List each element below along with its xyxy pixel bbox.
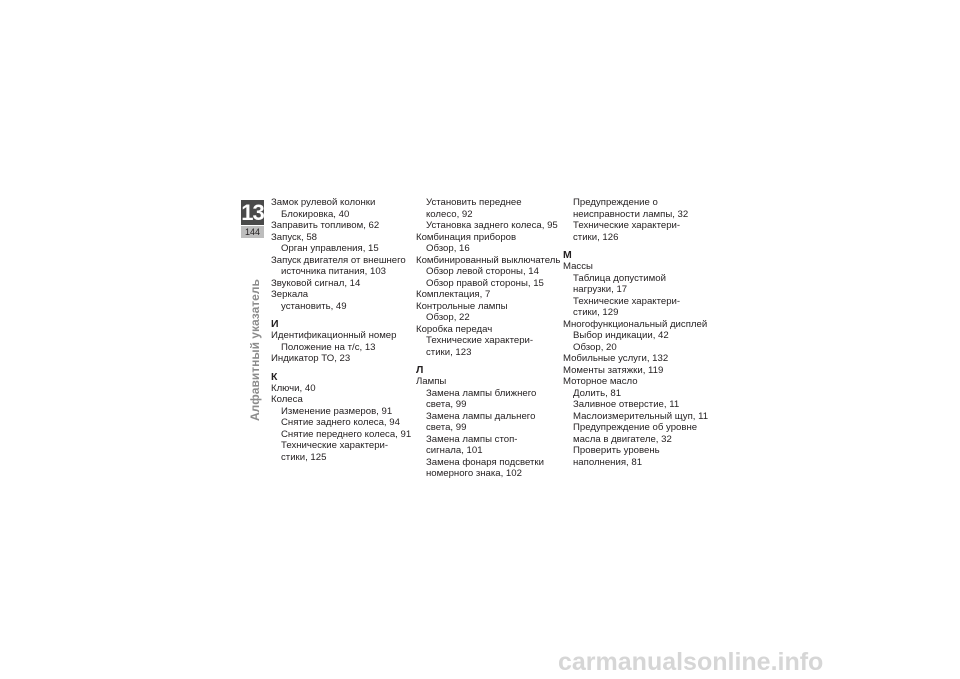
index-subentry: Положение на т/с, 13 <box>281 341 376 353</box>
index-subentry: Маслоизмерительный щуп, 11 <box>573 410 709 422</box>
index-entry: Зеркала <box>271 289 309 300</box>
chapter-number: 13 <box>241 200 264 225</box>
index-subentry: источника питания, 103 <box>281 266 386 277</box>
index-letter-heading: М <box>563 249 572 261</box>
index-subentry: Орган управления, 15 <box>281 243 379 254</box>
index-subentry: Установить переднее <box>426 197 522 208</box>
index-subentry: Обзор, 22 <box>426 312 470 323</box>
index-subentry: наполнения, 81 <box>573 456 643 468</box>
index-subentry: сигнала, 101 <box>426 445 483 456</box>
index-entry: Ключи, 40 <box>271 382 316 394</box>
index-letter-heading: И <box>271 318 279 330</box>
chapter-tab <box>241 200 264 239</box>
index-subentry: Технические характери- <box>426 335 534 346</box>
index-subentry: Обзор правой стороны, 15 <box>426 277 544 289</box>
index-subentry: номерного знака, 102 <box>426 468 522 479</box>
index-entry: Звуковой сигнал, 14 <box>271 277 361 289</box>
index-subentry: Технические характери- <box>573 295 681 307</box>
index-entry: Контрольные лампы <box>416 300 508 312</box>
index-entry: Идентификационный номер <box>271 330 397 341</box>
index-subentry: стики, 123 <box>426 346 472 358</box>
index-subentry: Замена лампы стоп- <box>426 433 518 445</box>
index-column-2 <box>416 197 566 480</box>
index-subentry: Установка заднего колеса, 95 <box>426 220 558 231</box>
index-subentry: Выбор индикации, 42 <box>573 330 669 341</box>
index-entry: Комплектация, 7 <box>416 289 491 300</box>
index-entry: Запуск двигателя от внешнего <box>271 254 406 266</box>
index-subentry: стики, 125 <box>281 451 327 463</box>
index-subentry: Замена лампы ближнего <box>426 387 537 399</box>
index-entry: Массы <box>563 261 593 272</box>
index-subentry: Блокировка, 40 <box>281 208 350 220</box>
index-subentry: Предупреждение о <box>573 197 658 208</box>
index-letter-heading: К <box>271 370 278 383</box>
index-entry: Моторное масло <box>563 376 638 387</box>
side-section-title: Алфавитный указатель <box>248 279 262 421</box>
index-subentry: Технические характери- <box>573 220 681 231</box>
index-entry: Комбинированный выключатель <box>416 254 561 266</box>
index-subentry: Предупреждение об уровне <box>573 422 698 433</box>
watermark-text: carmanualsonline.info <box>558 648 824 676</box>
index-subentry: стики, 129 <box>573 307 619 318</box>
index-entry: Лампы <box>416 376 447 387</box>
index-entry: Многофункциональный дисплей <box>563 318 708 330</box>
index-entry: Индикатор ТО, 23 <box>271 353 351 364</box>
index-subentry: колесо, 92 <box>426 208 473 220</box>
index-subentry: Заливное отверстие, 11 <box>573 399 680 410</box>
index-subentry: Замена фонаря подсветки <box>426 456 544 468</box>
index-subentry: неисправности лампы, 32 <box>573 208 689 220</box>
index-subentry: установить, 49 <box>281 300 347 312</box>
index-entry: Комбинация приборов <box>416 231 517 243</box>
index-entry: Коробка передач <box>416 323 493 335</box>
index-subentry: Снятие переднего колеса, 91 <box>281 428 412 440</box>
index-entry: Моменты затяжки, 119 <box>563 364 664 376</box>
index-subentry: Технические характери- <box>281 440 389 451</box>
index-subentry: нагрузки, 17 <box>573 284 628 295</box>
index-subentry: Снятие заднего колеса, 94 <box>281 417 400 428</box>
index-subentry: масла в двигателе, 32 <box>573 433 672 445</box>
index-subentry: Таблица допустимой <box>573 272 666 284</box>
index-subentry: Обзор, 20 <box>573 341 617 353</box>
index-subentry: стики, 126 <box>573 231 619 243</box>
index-subentry: Изменение размеров, 91 <box>281 405 393 417</box>
index-subentry: Обзор левой стороны, 14 <box>426 266 539 277</box>
index-entry: Мобильные услуги, 132 <box>563 353 669 364</box>
page-number: 144 <box>241 226 264 238</box>
index-subentry: Обзор, 16 <box>426 243 470 254</box>
index-letter-heading: Л <box>416 364 424 376</box>
index-subentry: Долить, 81 <box>573 387 622 399</box>
index-column-3 <box>563 197 713 468</box>
index-column-1 <box>271 197 421 463</box>
index-entry: Колеса <box>271 394 303 405</box>
index-subentry: Проверить уровень <box>573 445 660 456</box>
index-subentry: света, 99 <box>426 422 467 433</box>
index-subentry: Замена лампы дальнего <box>426 410 536 422</box>
index-entry: Запуск, 58 <box>271 231 318 243</box>
index-entry: Замок рулевой колонки <box>271 197 376 208</box>
index-subentry: света, 99 <box>426 399 467 410</box>
index-entry: Заправить топливом, 62 <box>271 220 380 231</box>
